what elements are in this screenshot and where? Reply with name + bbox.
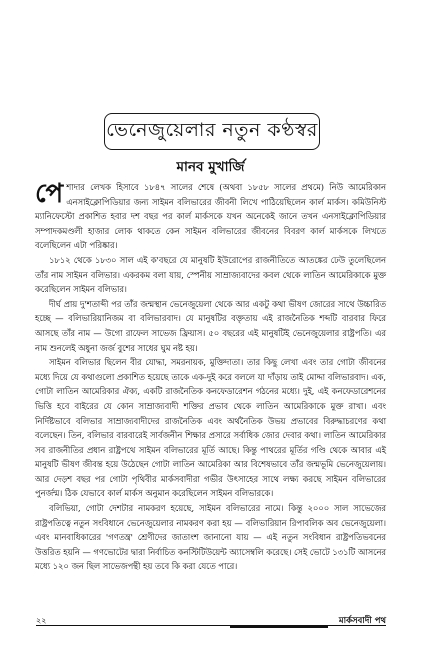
page-number: ২২ — [36, 616, 47, 625]
paragraph-text: শাদার লেখক হিসাবে ১৮৪৭ সালের শেষে (অথবা ১৮৫৮ সালের প্রথমে) নিউ আমেরিকান এনসাইক্লোপিডিয়ার জন্য সাইমন বলিভারের জীবনী লিখে পাঠিয়েছিলেন কার্ল মার্কস। কমিউনিস্ট ম্যানিফেস্টো প্রকাশিত হবার দশ বছর পর কার্ল মার্কসকে যখন অনেকেই জানে তখন এনসাইক্লোপিডিয়ার সম্পাদকমণ্ডলী হাজার লোক থাকতে কেন সাইমন বলিভারের জীবনের বিবরণ কার্ল মার্কসকে লিখতে বলেছিলেন এটা পরিষ্কার। — [35, 182, 386, 251]
article-title: ভেনেজুয়েলার নতুন কণ্ঠস্বর — [106, 118, 318, 141]
paragraph — [35, 180, 386, 253]
paragraph: দীর্ঘ প্রায় দু'শতাব্দী পর তাঁর জন্মস্থান ভেনেজুয়েলা থেকে আর একটু কথা ভীষণ জোরের সাথে উচ্চারিত হচ্ছে — বলিভারিয়ানিজম বা বলিভারবাদ। যে মানুষটির বক্তৃতায় এই রাজনৈতিক শব্দটি বারবার ফিরে আসছে তাঁর নাম — উগো রাফেল সাভেজ ফ্রিয়াস। ৫০ বছরের এই মানুষটিই ভেনেজুয়েলার রাষ্ট্রপতি। এর নাম শুনলেই অধুনা জর্জ বুশের সাধের ঘুম নষ্ট হয়। — [35, 298, 386, 353]
paragraph: বলিভিয়া, গোটা দেশটার নামকরণ হয়েছে, সাইমন বলিভারের নামে। কিন্তু ২০০০ সাল সাভেজের রাষ্ট্রপতিত্বে নতুন সংবিধানে ভেনেজুয়েলার নামকরণ করা হয় — বলিভারিয়ান রিপাবলিক অব ভেনেজুয়েলা। এবং মানবাধিকারের 'গণতন্ত্র' শ্রেণীদের জাতাংশ জানানো যায় — এই নতুন সংবিধান রাষ্ট্রপতিভবনের উত্তরিত হয়নি — গণভোটের দ্বারা নির্বাচিত কনস্টিটিউয়েন্ট অ্যাসেম্বলি করেছে। সেই ভোটে ১৩১টি আসনের মধ্যে ১২০ জন ছিল সাভেজপন্থী হয় তবে কি করা যেতে পারে। — [35, 503, 386, 572]
paragraph: ১৮১২ থেকে ১৮৩০ সাল এই ক'বছরে যে মানুষটি ইউরোপের রাজনীতিতে আতঙ্কের ঢেউ তুলেছিলেন তাঁর নাম সাইমন বলিভার। একরকম বলা যায়, স্পেনীয় সাম্রাজ্যবাদের কবল থেকে লাতিন আমেরিকাকে মুক্ত করেছিলেন সাইমন বলিভার। — [35, 254, 386, 295]
article-body — [35, 180, 386, 574]
journal-name: মার্কসবাদী পথ — [338, 616, 386, 626]
footer-rule-accent — [230, 626, 328, 628]
paragraph: সাইমন বলিভার ছিলেন বীর যোদ্ধা, সমরনায়ক, মুক্তিদাতা। তার কিছু লেখা এবং তার গোটা জীবনের মধ্যে দিয়ে যে কথাগুলো প্রকাশিত হয়েছে তাকে এক-দুই করে বললে যা দাঁড়ায় তাই মোদ্দা বলিভারবাদ। এক, গোটা লাতিন আমেরিকার ঐক্য, একটি রাজনৈতিক কনফেডারেশন গঠনের মধ্যে। দুই, এই কনফেডারেশনের ভিত্তি হবে বাইরের যে কোন সাম্রাজ্যবাদী শক্তির প্রভাব থেকে লাতিন আমেরিকাকে মুক্ত রাখা। এবং নির্দিষ্টভাবে বলিভার সাম্রাজ্যবাদীদের রাজনৈতিক এবং অর্থনৈতিক উভয় প্রভাবের বিরুদ্ধাচরণের কথা বলেছেন। তিন, বলিভার বারবারেই সার্বজনীন শিক্ষার প্রসারে সর্বাধিক জোর দেবার কথা। লাতিন আমেরিকার সব রাজনীতির প্রধান রাষ্ট্রপথে সাইমন বলিভারের মূর্তি আছে। কিন্তু পাথরের মূর্তির গণ্ডি থেকে আবার এই মানুষটি ভীষণ জীবন্ত হয়ে উঠেছেন গোটা লাতিন আমেরিকা আর বিশেষভাবে তাঁর জন্মভূমি ভেনেজুয়েলায়। আর দেড়শ বছর পর গোটা পৃথিবীর মার্কসবাদীরা গভীর উৎসাহের সাথে লক্ষ্য করছে সাইমন বলিভারের পুনর্জন্ম। ঠিক যেভাবে কার্ল মার্কস অনুমান করেছিলেন সাইমন বলিভারকে। — [35, 357, 386, 499]
footer-rule — [36, 625, 386, 626]
article-author: মানব মুখার্জি — [176, 159, 245, 175]
title-box — [104, 113, 320, 150]
drop-cap: পে — [35, 179, 64, 209]
